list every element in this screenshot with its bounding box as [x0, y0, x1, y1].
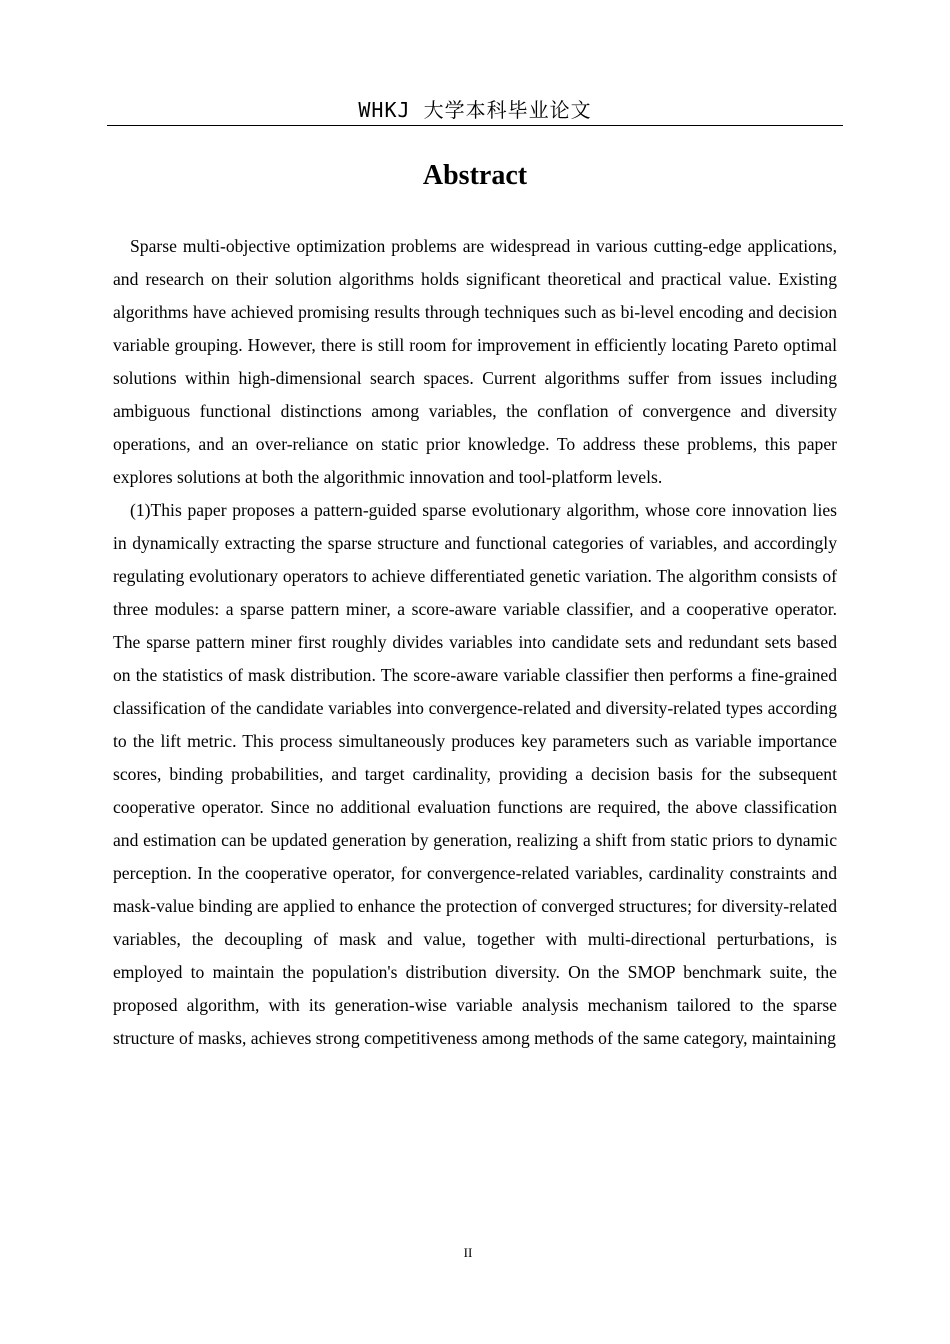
- abstract-paragraph-contribution-1: (1)This paper proposes a pattern-guided sparse evolutionary algorithm, whose core innovation lies in dynamically extracting the sparse structure and functional categories of variables, and accordingly regulating evolutionary operators to achieve differentiated genetic variation. The algorithm consists of three modules: a sparse pattern miner, a score-aware variable classifier, and a cooperative operator. The sparse pattern miner first roughly divides variables into candidate sets and redundant sets based on the statistics of mask distribution. The score-aware variable classifier then performs a fine-grained classification of the candidate variables into convergence-related and diversity-related types according to the lift metric. This process simultaneously produces key parameters such as variable importance scores, binding probabilities, and target cardinality, providing a decision basis for the subsequent cooperative operator. Since no additional evaluation functions are required, the above classification and estimation can be updated generation by generation, realizing a shift from static priors to dynamic perception. In the cooperative operator, for convergence-related variables, cardinality constraints and mask-value binding are applied to enhance the protection of converged structures; for diversity-related variables, the decoupling of mask and value, together with multi-directional perturbations, is employed to maintain the population's distribution diversity. On the SMOP benchmark suite, the proposed algorithm, with its generation-wise variable analysis mechanism tailored to the sparse structure of masks, achieves strong competitiveness among methods of the same category, maintaining: [113, 500, 837, 1048]
- page-number: II: [463, 1245, 473, 1260]
- abstract-title: Abstract: [422, 160, 528, 191]
- abstract-paragraph-intro: Sparse multi-objective optimization problems are widespread in various cutting-edge applications, and research on their solution algorithms holds significant theoretical and practical value. Existing algorithms have achieved promising results through techniques such as bi-level encoding and decision variable grouping. However, there is still room for improvement in efficiently locating Pareto optimal solutions within high-dimensional search spaces. Current algorithms suffer from issues including ambiguous functional distinctions among variables, the conflation of convergence and diversity operations, and an over-reliance on static prior knowledge. To address these problems, this paper explores solutions at both the algorithmic innovation and tool-platform levels.: [113, 236, 837, 487]
- running-header: WHKJ 大学本科毕业论文: [358, 98, 592, 122]
- header-rule: [107, 125, 843, 126]
- abstract-body: [113, 230, 837, 1055]
